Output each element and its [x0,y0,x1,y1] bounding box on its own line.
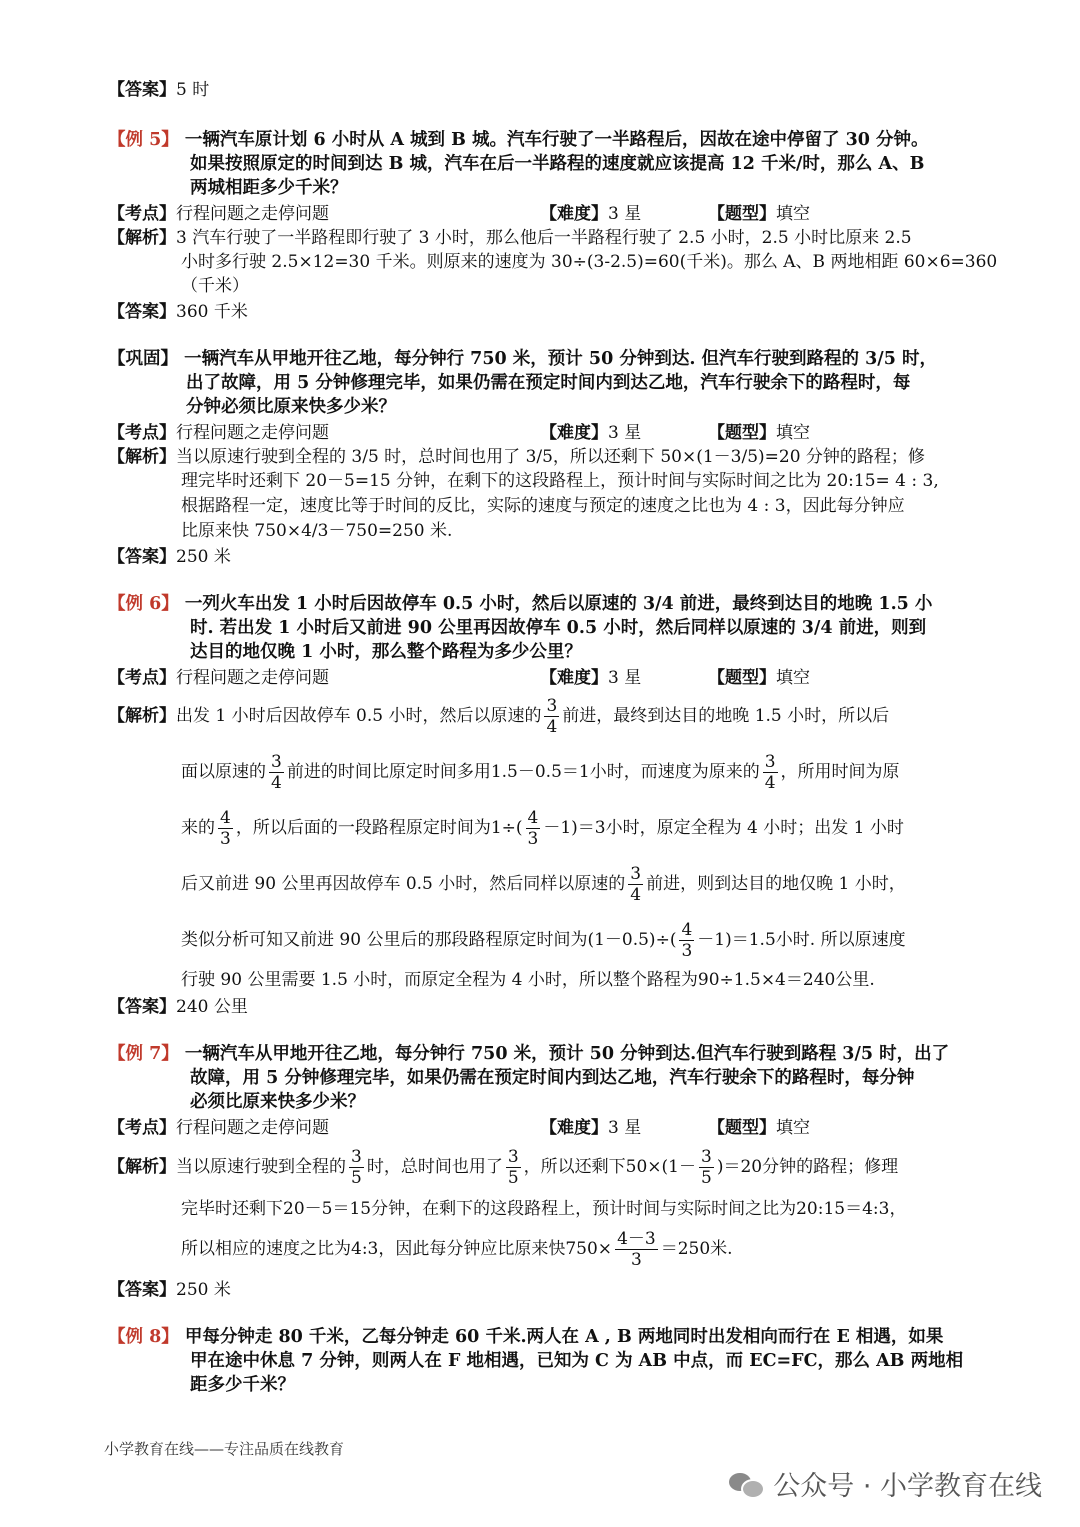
example5-analysis: 【解析】3 汽车行驶了一半路程即行驶了 3 小时，那么他后一半路程行驶了 2.5 小时，2.5 小时比原来 2.5 [108,228,912,248]
page-footer: 小学教育在线——专注品质在线教育 [104,1440,345,1458]
example6-answer: 【答案】240 公里 [108,997,248,1017]
watermark-text: 公众号 · 小学教育在线 [773,1471,1042,1502]
fraction: $\frac{3}{4}$ [630,864,642,905]
example6-analysis-line2: 面以原速的 $\frac{3}{4}$ 前进的时间比原定时间多用1.5－0.5＝1小时，而速度为原来的 $\frac{3}{4}$ ，所用时间为原 [181,752,900,793]
example6-meta: 【考点】行程问题之走停问题 【难度】3 星 【题型】填空 [108,668,810,688]
example5-question-line3: 两城相距多少千米？ [190,178,348,198]
consolidation-analysis-line3: 根据路程一定，速度比等于时间的反比，实际的速度与预定的速度之比也为 4 : 3，因此每分钟应 [181,496,905,516]
example7-analysis-line1: 【解析】当以原速行驶到全程的 $\frac{3}{5}$ 时，总时间也用了 $\frac{3}{5}$ ，所以还剩下50×(1－ $\frac{3}{5}$ )＝20分钟的路程；修理 [108,1147,899,1188]
example7-question-line3: 必须比原来快多少米？ [190,1092,365,1112]
consolidation-answer: 【答案】250 米 [108,547,231,567]
example6-analysis-line5: 类似分析可知又前进 90 公里后的那段路程原定时间为(1－0.5)÷( $\frac{4}{3}$ －1)＝1.5小时. 所以原速度 [181,920,906,961]
wechat-icon [729,1469,763,1499]
fraction: $\frac{3}{5}$ [351,1147,362,1188]
example7-answer: 【答案】250 米 [108,1280,231,1300]
watermark [729,1464,1042,1503]
example7-analysis-line2: 完毕时还剩下20－5＝15分钟，在剩下的这段路程上，预计时间与实际时间之比为20:15＝4:3， [181,1199,907,1219]
example7-question-line2: 故障，用 5 分钟修理完毕，如果仍需在预定时间内到达乙地，汽车行驶余下的路程时，每分钟 [190,1068,915,1088]
fraction: $\frac{4-3}{3}$ [617,1229,656,1270]
fraction: $\frac{4}{3}$ [681,920,693,961]
example6-analysis-line4: 后又前进 90 公里再因故停车 0.5 小时，然后同样以原速的 $\frac{3}{4}$ 前进，则到达目的地仅晚 1 小时， [181,864,906,905]
example6-question-line3: 达目的地仅晚 1 小时，那么整个路程为多少公里？ [190,642,582,662]
consolidation-question: 【巩固】 一辆汽车从甲地开往乙地，每分钟行 750 米，预计 50 分钟到达. 但汽车行驶到路程的 3/5 时， [108,349,937,369]
fraction: $\frac{3}{5}$ [507,1147,519,1188]
example8-question-line3: 距多少千米？ [190,1375,295,1395]
fraction: $\frac{3}{4}$ [271,752,282,793]
example6-analysis-line1: 【解析】出发 1 小时后因故停车 0.5 小时，然后以原速的 $\frac{3}{4}$ 前进，最终到达目的地晚 1.5 小时，所以后 [108,696,890,737]
fraction: $\frac{3}{4}$ [546,696,558,737]
example5-analysis-line3: （千米） [181,276,249,296]
example5-analysis-line2: 小时多行驶 2.5×12=30 千米。则原来的速度为 30÷(3-2.5)=60(千米)。那么 A、B 两地相距 60×6=360 [181,252,998,272]
fraction: $\frac{4}{3}$ [527,808,539,849]
consolidation-analysis: 【解析】当以原速行驶到全程的 3/5 时，总时间也用了 3/5，所以还剩下 50×(1－3/5)=20 分钟的路程；修 [108,447,925,467]
fraction: $\frac{3}{5}$ [700,1147,712,1188]
example7-question: 【例 7】 一辆汽车从甲地开往乙地，每分钟行 750 米，预计 50 分钟到达.但汽车行驶到路程 3/5 时，出了 [108,1044,950,1064]
example5-question-line2: 如果按照原定的时间到达 B 城，汽车在后一半路程的速度就应该提高 12 千米/时，那么 A、B [190,154,925,174]
consolidation-analysis-line4: 比原来快 750×4/3－750=250 米. [181,521,453,541]
fraction: $\frac{3}{4}$ [764,752,776,793]
example7-meta: 【考点】行程问题之走停问题 【难度】3 星 【题型】填空 [108,1118,810,1138]
answer-line: 【答案】5 时 [108,80,210,100]
consolidation-analysis-line2: 理完毕时还剩下 20－5=15 分钟，在剩下的这段路程上，预计时间与实际时间之比为 20:15= 4 : 3, [181,471,939,491]
example5-question: 【例 5】 一辆汽车原计划 6 小时从 A 城到 B 城。汽车行驶了一半路程后，因故在途中停留了 30 分钟。 [108,130,929,150]
example7-analysis-line3: 所以相应的速度之比为4:3，因此每分钟应比原来快750× $\frac{4-3}{3}$ ＝250米. [181,1229,733,1270]
example6-analysis-line6: 行驶 90 公里需要 1.5 小时，而原定全程为 4 小时，所以整个路程为90÷1.5×4＝240公里. [181,970,875,990]
example5-answer: 【答案】360 千米 [108,302,248,322]
consolidation-meta: 【考点】行程问题之走停问题 【难度】3 星 【题型】填空 [108,423,810,443]
example8-question: 【例 8】 甲每分钟走 80 千米，乙每分钟走 60 千米.两人在 A , B 两地同时出发相向而行在 E 相遇，如果 [108,1327,944,1347]
consolidation-question-line2: 出了故障，用 5 分钟修理完毕，如果仍需在预定时间内到达乙地，汽车行驶余下的路程时，每 [186,373,911,393]
example6-analysis-line3: 来的 $\frac{4}{3}$ ，所以后面的一段路程原定时间为1÷( $\frac{4}{3}$ －1)＝3小时，原定全程为 4 小时；出发 1 小时 [181,808,904,849]
example8-question-line2: 甲在途中休息 7 分钟，则两人在 F 地相遇，已知为 C 为 AB 中点，而 EC=FC，那么 AB 两地相 [190,1351,964,1371]
example6-question: 【例 6】 一列火车出发 1 小时后因故停车 0.5 小时，然后以原速的 3/4 前进，最终到达目的地晚 1.5 小 [108,594,933,614]
consolidation-question-line3: 分钟必须比原来快多少米？ [186,397,396,417]
example6-question-line2: 时. 若出发 1 小时后又前进 90 公里再因故停车 0.5 小时，然后同样以原速的 3/4 前进，则到 [190,618,927,638]
fraction: $\frac{4}{3}$ [220,808,231,849]
example5-meta: 【考点】行程问题之走停问题 【难度】3 星 【题型】填空 [108,204,810,224]
